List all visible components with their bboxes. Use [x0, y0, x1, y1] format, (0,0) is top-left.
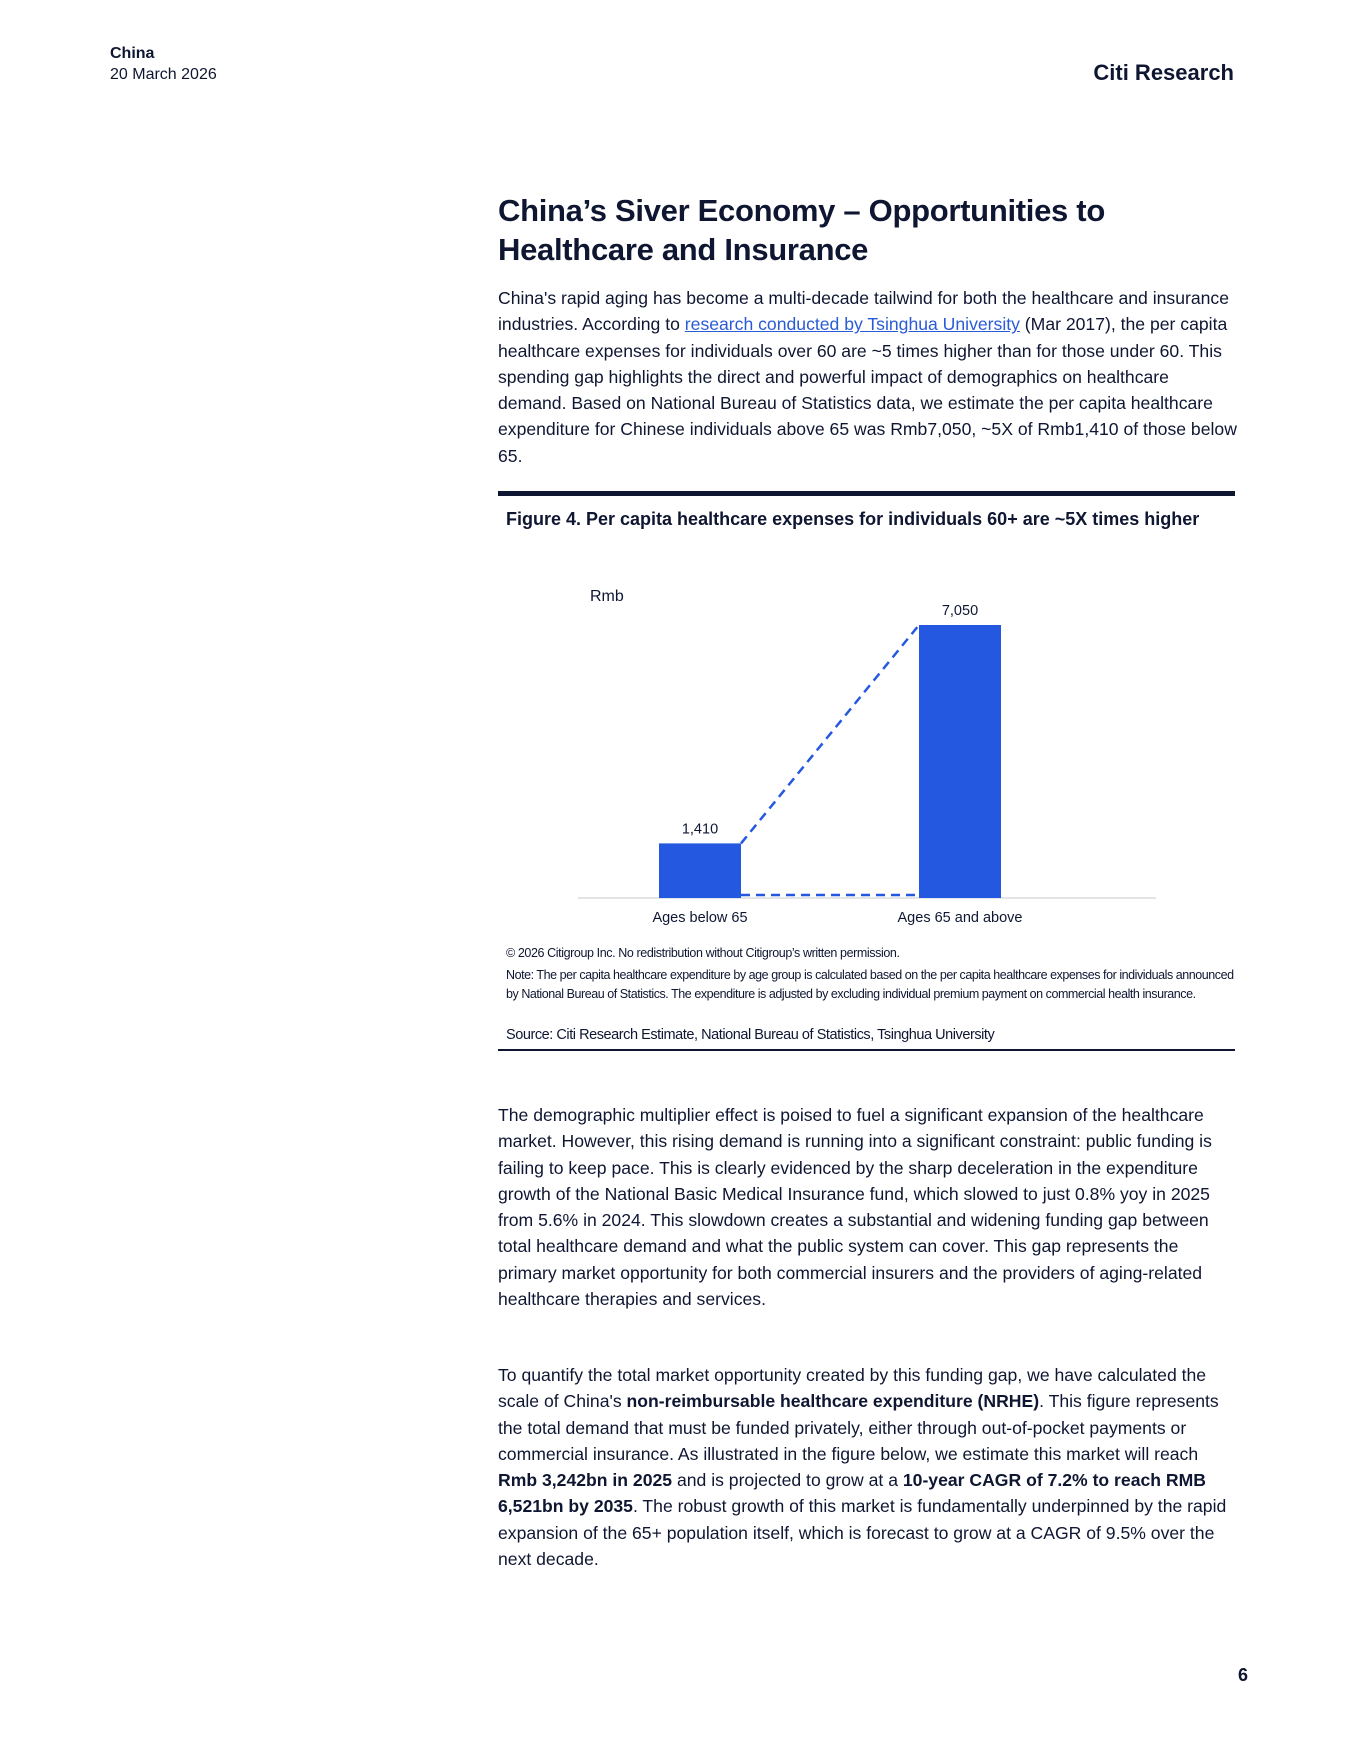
nrhe-text-1: To quantify the total market opportunity created by this funding gap, we have calculated the scale of China's [498, 1365, 1207, 1412]
nrhe-text-4: . The robust growth of this market is fundamentally underpinned by the rapid expansion of the 65+ population itself, which is forecast to grow at a CAGR of 9.5% over the next decade. [498, 1496, 1227, 1570]
header-brand: Citi Research [1093, 60, 1234, 85]
paragraph-intro-text-b: (Mar 2017), the per capita healthcare expenses for individuals over 60 are ~5 times higher than for those under 60. This spending gap highlights the direct and powerful impact of demographics on healthcare demand. Based on National Bureau of Statistics data, we estimate the per capita healthcare expenditure for Chinese individuals above 65 was Rmb7,050, ~5X of Rmb1,410 of those below 65. [498, 314, 1237, 466]
figure-copyright: © 2026 Citigroup Inc. No redistribution without Citigroup’s written permission. [506, 946, 900, 960]
y-axis-label: Rmb [590, 588, 624, 605]
bar-value-label: 7,050 [941, 603, 979, 619]
header-date: 20 March 2026 [110, 66, 217, 83]
paragraph-nrhe [498, 1362, 1238, 1572]
figure-bottom-rule [498, 1049, 1235, 1051]
bar-ages-below-65 [659, 843, 741, 898]
tsinghua-research-link[interactable]: research conducted by Tsinghua University [684, 314, 1020, 335]
figure-note: Note: The per capita healthcare expenditure by age group is calculated based on the per capita healthcare expenses for individuals announced by National Bureau of Statistics. The expenditure is adjusted by excluding individual premium payment on commercial health insurance. [506, 968, 1234, 1001]
x-tick-label: Ages below 65 [652, 910, 748, 926]
nrhe-bold-2: Rmb 3,242bn in 2025 [498, 1470, 673, 1491]
page-number: 6 [1237, 1665, 1248, 1685]
figure-top-rule [498, 491, 1235, 496]
x-tick-label: Ages 65 and above [897, 910, 1023, 926]
nrhe-text-2: . This figure represents the total demand that must be funded privately, either through out-of-pocket payments or commercial insurance. As illustrated in the figure below, we estimate this market will reach [498, 1391, 1219, 1464]
figure-source: Source: Citi Research Estimate, National Bureau of Statistics, Tsinghua University [506, 1027, 995, 1043]
bar-ages-65-and-above [919, 625, 1001, 898]
nrhe-text-3: and is projected to grow at a [672, 1470, 903, 1491]
bar-chart [498, 580, 1178, 940]
bar-series [652, 603, 1022, 926]
paragraph-funding-gap: The demographic multiplier effect is poised to fuel a significant expansion of the healthcare market. However, this rising demand is running into a significant constraint: public funding is failing to keep pace. This is clearly evidenced by the sharp deceleration in the expenditure growth of the National Basic Medical Insurance fund, which slowed to just 0.8% yoy in 2025 from 5.6% in 2024. This slowdown creates a substantial and widening funding gap between total healthcare demand and what the public system can cover. This gap represents the primary market opportunity for both commercial insurers and the providers of aging-related healthcare therapies and services. [498, 1105, 1212, 1310]
nrhe-bold-1: non-reimbursable healthcare expenditure (NRHE) [626, 1391, 1040, 1412]
figure-title: Figure 4. Per capita healthcare expenses for individuals 60+ are ~5X times higher [506, 509, 1200, 529]
nrhe-bold-3: 10-year CAGR of 7.2% to reach RMB 6,521bn by 2035 [498, 1470, 1206, 1517]
header-country: China [110, 45, 155, 62]
bar-value-label: 1,410 [681, 821, 719, 838]
paragraph-intro [498, 285, 1238, 469]
connector-diagonal [741, 625, 919, 843]
paragraph-intro-text-a: China's rapid aging has become a multi-decade tailwind for both the healthcare and insurance industries. According to [498, 288, 1230, 335]
article-title: China’s Siver Economy – Opportunities to Healthcare and Insurance [498, 193, 1105, 267]
